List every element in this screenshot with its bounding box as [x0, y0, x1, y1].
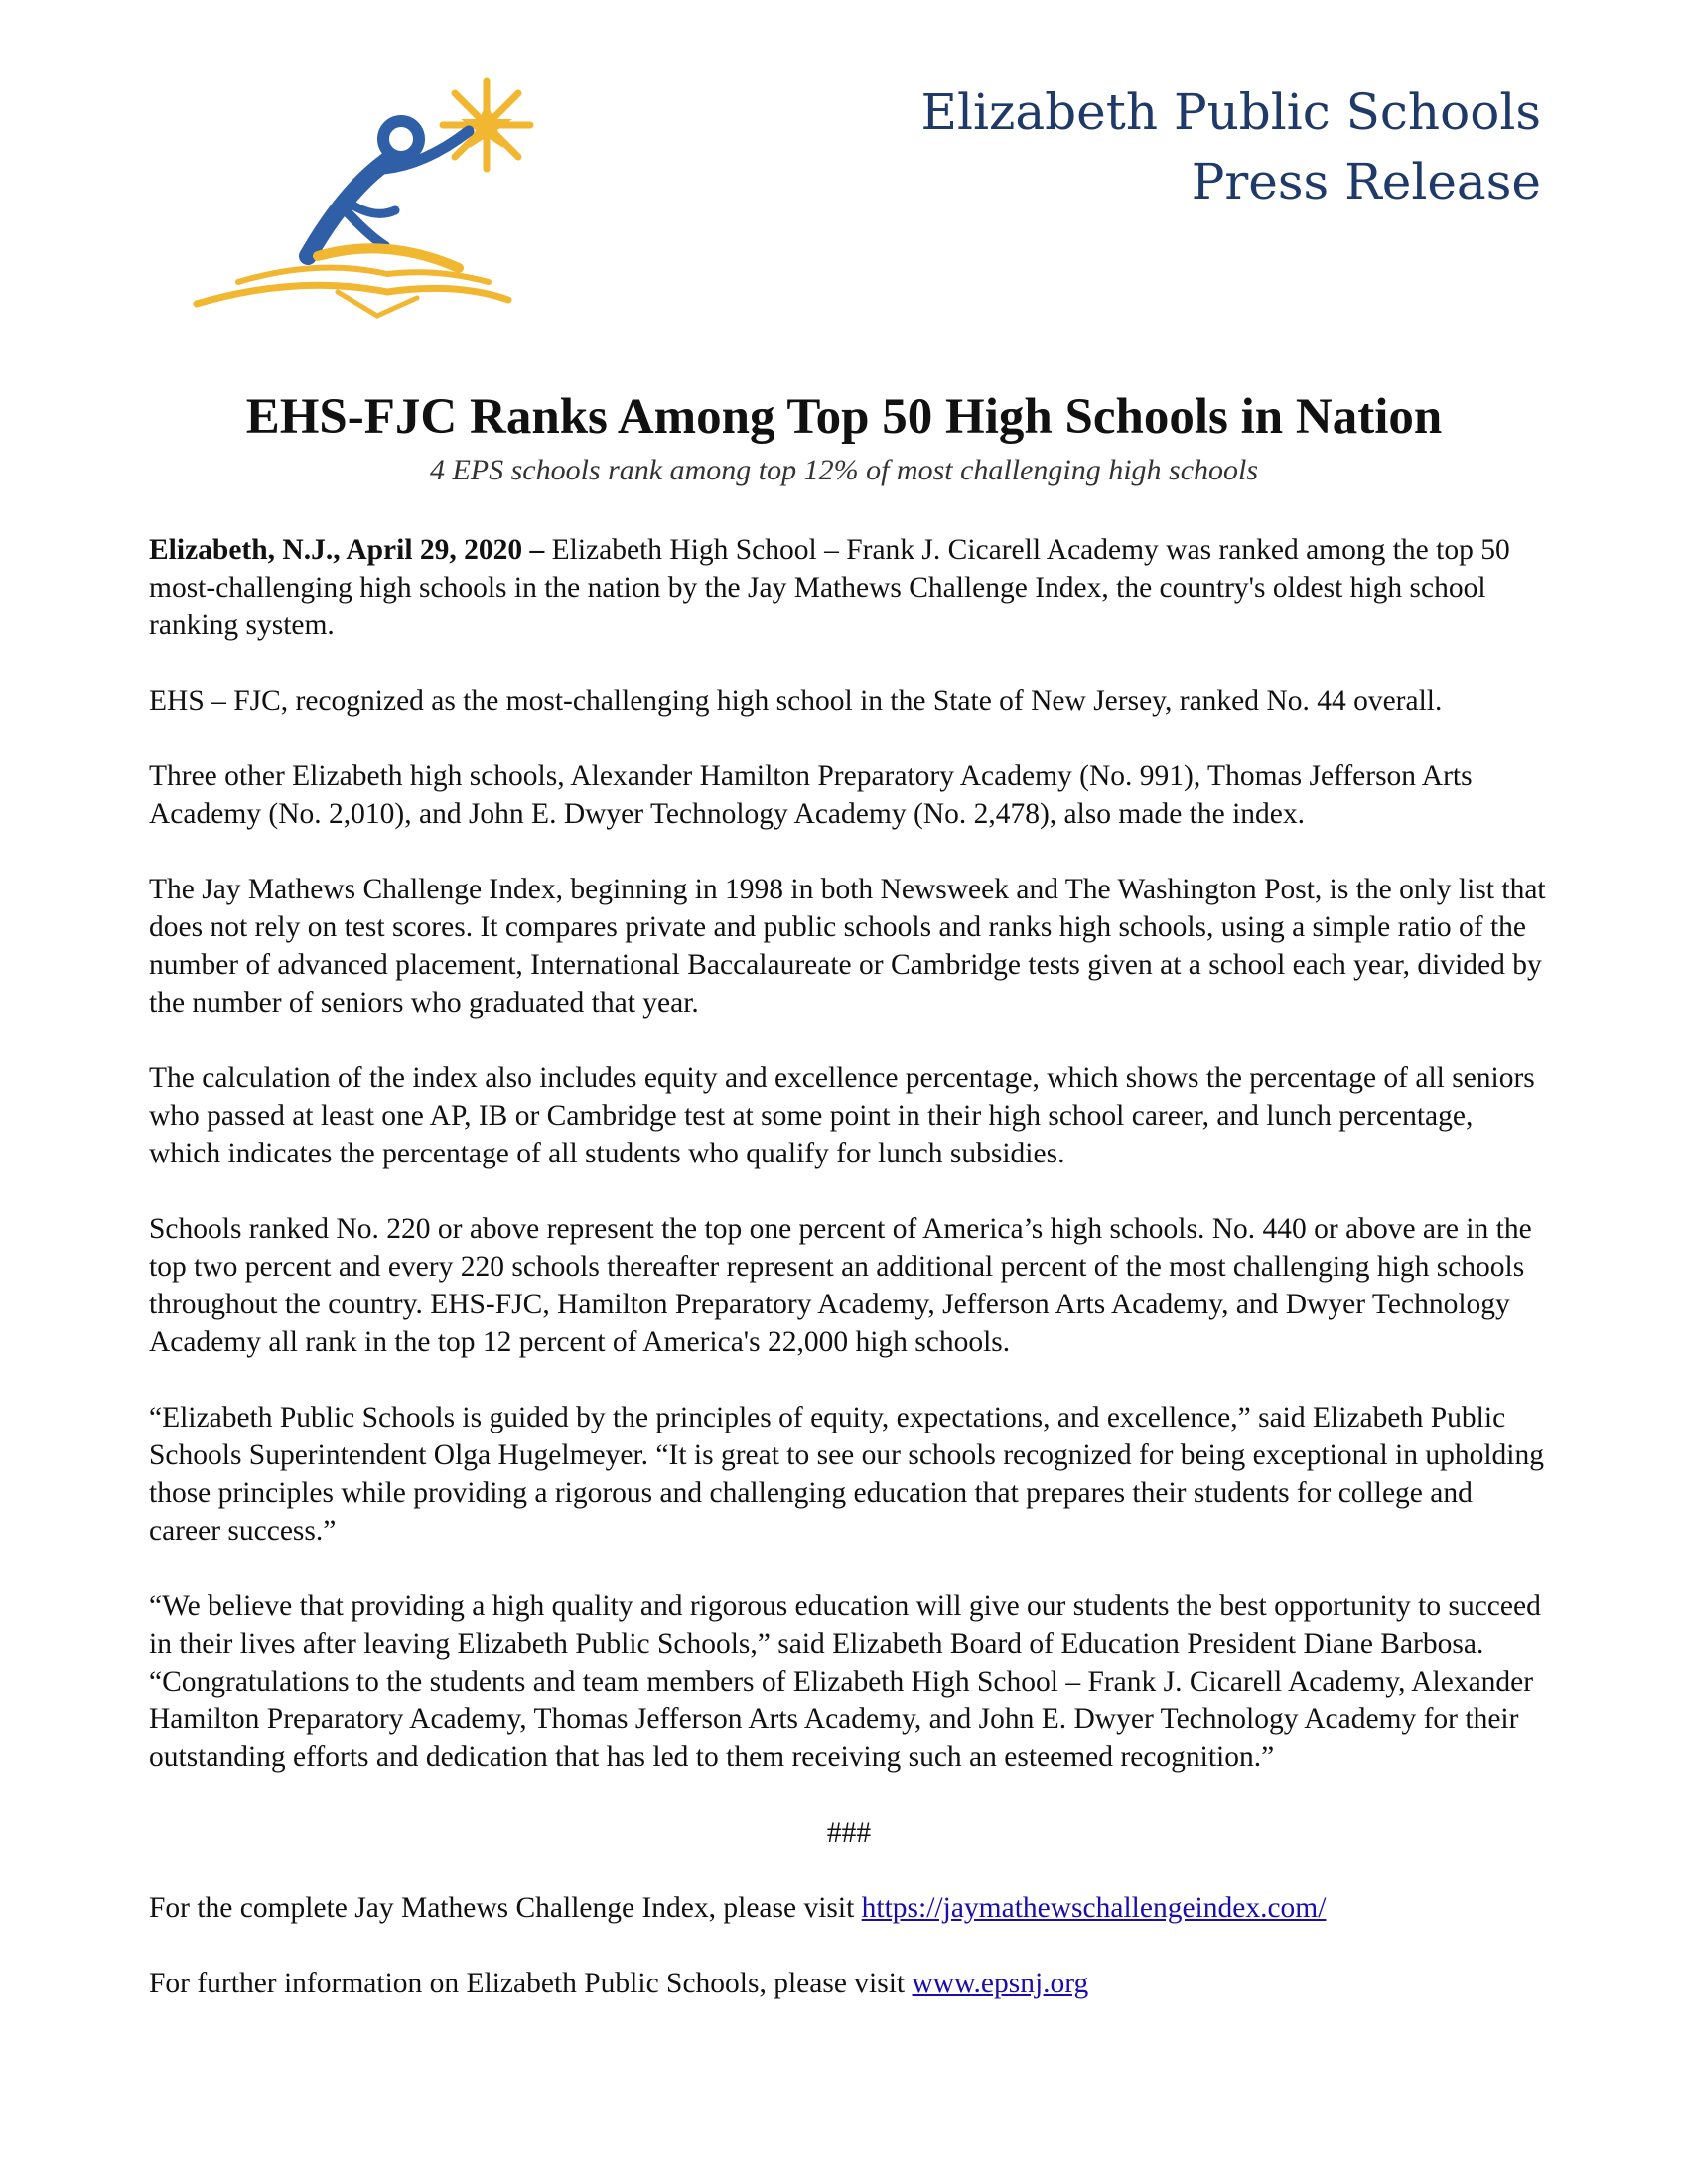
reaching-figure-icon [308, 121, 469, 256]
paragraph: The calculation of the index also includes equity and excellence percentage, which shows the percentage of all seniors who passed at least one AP, IB or Cambridge test at some point in their high school career, and lunch percentage, which indicates the percentage of all students who qualify for lunch subsidies. [149, 1062, 1535, 1169]
paragraph: The Jay Mathews Challenge Index, beginning in 1998 in both Newsweek and The Washington Post, is the only list that does not rely on test scores. It compares private and public schools and ranks high schools, using a simple ratio of the number of advanced placement, International Baccalaureate or Cambridge tests given at a school each year, divided by the number of seniors who graduated that year. [149, 874, 1546, 1019]
paragraph-lead [149, 531, 1549, 644]
footer-index-line [149, 1889, 1549, 1927]
doc-type: Press Release [1191, 153, 1541, 210]
footer-index-text: For the complete Jay Mathews Challenge Index, please visit [149, 1892, 855, 1924]
paragraph: Schools ranked No. 220 or above represent the top one percent of America’s high schools. No. 440 or above are in the top two percent and every 220 schools thereafter represent an additional percent of the most challenging high schools throughout the country. EHS-FJC, Hamilton Preparatory Academy, Jefferson Arts Academy, and Dwyer Technology Academy all rank in the top 12 percent of America's 22,000 high schools. [149, 1213, 1532, 1358]
paragraph: Three other Elizabeth high schools, Alexander Hamilton Preparatory Academy (No. 991), Thomas Jefferson Arts Academy (No. 2,010), and John E. Dwyer Technology Academy (No. 2,478), also made the index. [149, 760, 1473, 830]
dateline: Elizabeth, N.J., April 29, 2020 – [149, 534, 545, 566]
press-release-body [149, 531, 1549, 2040]
open-book-icon [197, 248, 508, 316]
challenge-index-link[interactable]: https://jaymathewschallengeindex.com/ [861, 1892, 1327, 1924]
paragraph: EHS – FJC, recognized as the most-challenging high school in the State of New Jersey, ranked No. 44 overall. [149, 685, 1443, 717]
eps-website-link[interactable]: www.epsnj.org [912, 1968, 1089, 1999]
page-title: EHS-FJC Ranks Among Top 50 High Schools in Nation [245, 389, 1443, 445]
end-mark: ### [826, 1817, 872, 1848]
org-name: Elizabeth Public Schools [920, 83, 1541, 141]
org-header [921, 77, 1541, 216]
footer-eps-line [149, 1965, 1549, 2002]
quote-paragraph: “We believe that providing a high quality and rigorous education will give our students the best opportunity to succeed in their lives after leaving Elizabeth Public Schools,” said Elizabeth Board of Education President Diane Barbosa. “Congratulations to the students and team members of Elizabeth High School – Frank J. Cicarell Academy, Alexander Hamilton Preparatory Academy, Thomas Jefferson Arts Academy, and John E. Dwyer Technology Academy for their outstanding efforts and dedication that has led to them receiving such an esteemed recognition.” [149, 1590, 1541, 1773]
footer-eps-text: For further information on Elizabeth Public Schools, please visit [149, 1968, 906, 1999]
eps-logo [179, 69, 536, 328]
paragraph-text: Elizabeth High School – Frank J. Cicarell Academy was ranked among the top 50 most-challenging high schools in the nation by the Jay Mathews Challenge Index, the country's oldest high school ranking system. [149, 534, 1510, 641]
quote-paragraph: “Elizabeth Public Schools is guided by the principles of equity, expectations, and excellence,” said Elizabeth Public Schools Superintendent Olga Hugelmeyer. “It is great to see our schools recognized for being exceptional in upholding those principles while providing a rigorous and challenging education that prepares their students for college and career success.” [149, 1402, 1544, 1547]
page-subtitle: 4 EPS schools rank among top 12% of most challenging high schools [429, 454, 1259, 486]
